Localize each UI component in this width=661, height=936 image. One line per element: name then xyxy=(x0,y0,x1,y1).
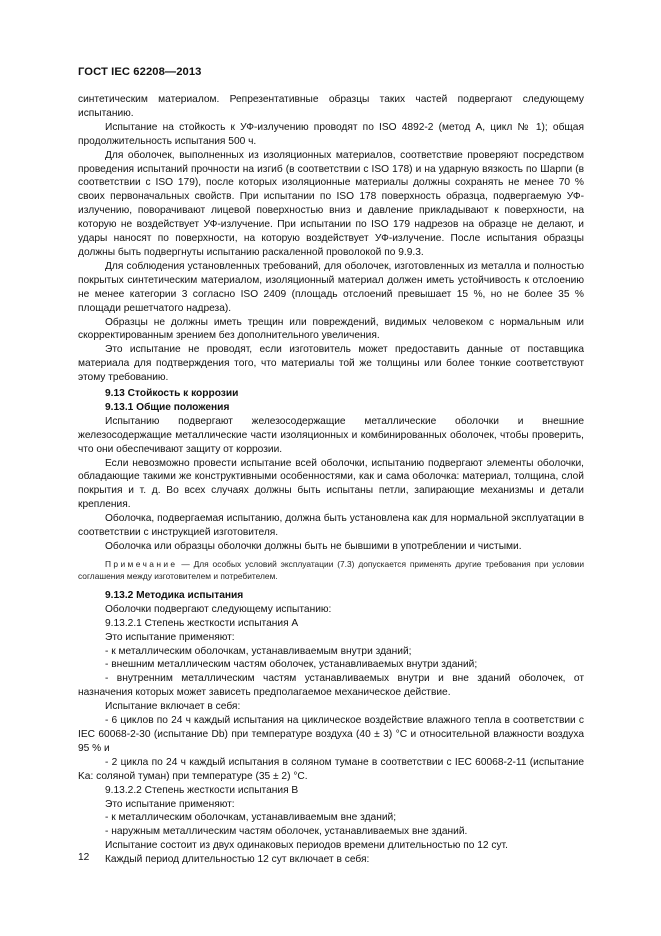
list-item: - внутренним металлическим частям устанавливаемых внутри и вне зданий оболочек, от назначения которых может зависеть предполагаемое механическое действие. xyxy=(78,673,584,699)
list-item: - к металлическим оболочкам, устанавливаемым внутри зданий; xyxy=(105,645,412,657)
subsection-heading-9-13-1: 9.13.1 Общие положения xyxy=(105,401,230,413)
clause-heading-9-13-2-2: 9.13.2.2 Степень жесткости испытания В xyxy=(105,784,299,796)
paragraph: Испытание состоит из двух одинаковых периодов времени длительностью по 12 сут. xyxy=(105,840,508,852)
paragraph: Испытание включает в себя: xyxy=(105,701,241,713)
list-item: - к металлическим оболочкам, устанавливаемым вне зданий; xyxy=(105,812,397,824)
paragraph: Это испытание не проводят, если изготовитель может предоставить данные от поставщика материала для подтверждения того, что материалы той же толщины или более тонкие соответствуют этому требованию. xyxy=(78,344,584,384)
note-label: Примечание xyxy=(105,558,178,569)
paragraph: Это испытание применяют: xyxy=(105,798,235,810)
paragraph: Образцы не должны иметь трещин или повреждений, видимых человеком с нормальным или скорректированным зрением без дополнительного увеличения. xyxy=(78,316,584,342)
list-item: - внешним металлическим частям оболочек, устанавливаемых внутри зданий; xyxy=(105,659,478,671)
paragraph: Испытание на стойкость к УФ-излучению проводят по ISO 4892-2 (метод А, цикл № 1); общая продолжительность испытания 500 ч. xyxy=(78,121,584,147)
subsection-heading-9-13-2: 9.13.2 Методика испытания xyxy=(105,589,244,601)
document-body xyxy=(78,93,584,867)
paragraph: Оболочка или образцы оболочки должны быть не бывшими в употреблении и чистыми. xyxy=(105,541,522,552)
note-text: — Для особых условий эксплуатации (7.3) допускается применять другие требования при условии соглашения между изготовителем и потребителем. xyxy=(78,558,584,581)
page-number: 12 xyxy=(78,852,90,863)
paragraph: Оболочки подвергают следующему испытанию: xyxy=(105,603,332,615)
paragraph: Для оболочек, выполненных из изоляционных материалов, соответствие проверяют посредством проведения испытаний прочности на изгиб (в соответствии с ISO 178) и на ударную вязкость по Шарпи (в соответствии с ISO 179), после которых изоляционные материалы должны сохранять не менее 70 % своих первоначальных свойств. При испытании по ISO 178 поверхность образца, подвергаемую УФ-излучению, поворачивают лицевой поверхностью вниз и давление прикладывают к поверхности, на которую не воздействует УФ-излучение. При испытании по ISO 179 надрезов на образце не делают, и удары наносят по поверхности, на которую воздействует УФ-излучение. После испытания образцы должны быть подвергнуты испытанию раскаленной проволокой по 9.9.3. xyxy=(78,149,584,258)
paragraph: Это испытание применяют: xyxy=(105,631,235,643)
paragraph: синтетическим материалом. Репрезентативные образцы таких частей подвергают следующему испытанию. xyxy=(78,94,584,119)
section-heading-9-13: 9.13 Стойкость к коррозии xyxy=(105,388,239,400)
list-item: - наружным металлическим частям оболочек, устанавливаемых вне зданий. xyxy=(105,826,468,838)
list-item: - 6 циклов по 24 ч каждый испытания на циклическое воздействие влажного тепла в соответствии с IEC 60068-2-30 (испытание Db) при температуре воздуха (40 ± 3) °С и относительной влажности воздуха 95 % и xyxy=(78,715,584,754)
clause-heading-9-13-2-1: 9.13.2.1 Степень жесткости испытания А xyxy=(105,617,299,629)
document-header: ГОСТ IEC 62208—2013 xyxy=(78,66,202,78)
paragraph: Для соблюдения установленных требований, для оболочек, изготовленных из металла и полностью покрытых синтетическим материалом, изоляционный материал должен иметь устойчивость к отслоению не менее категории 3 согласно ISO 2409 (площадь отслоений превышает 15 %, но не более 35 % площади решетчатого надреза). xyxy=(78,260,584,314)
paragraph: Каждый период длительностью 12 сут включает в себя: xyxy=(105,854,370,866)
list-item: - 2 цикла по 24 ч каждый испытания в соляном тумане в соответствии с IEC 60068-2-11 (испытание Ka: соляной туман) при температуре (35 ± 2) °С. xyxy=(78,756,584,782)
note xyxy=(78,558,584,582)
paragraph: Оболочка, подвергаемая испытанию, должна быть установлена как для нормальной эксплуатации в соответствии с инструкцией изготовителя. xyxy=(78,513,584,539)
paragraph: Если невозможно провести испытание всей оболочки, испытанию подвергают элементы оболочки, обладающие такими же конструктивными особенностями, как и сама оболочка: материал, толщина, слой покрытия и т. д. Во всех случаях должны быть испытаны петли, запирающие механизмы и детали крепления. xyxy=(78,457,584,511)
paragraph: Испытанию подвергают железосодержащие металлические оболочки и внешние железосодержащие металлические части изоляционных и комбинированных оболочек, чтобы проверить, что они обеспечивают защиту от коррозии. xyxy=(78,415,584,455)
